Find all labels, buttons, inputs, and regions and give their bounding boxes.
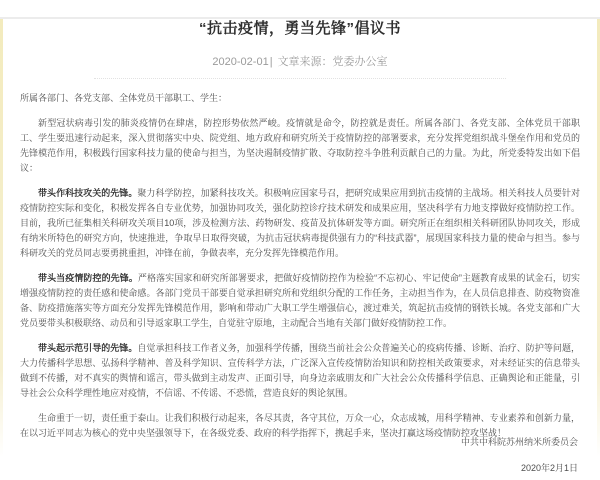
paragraph-initiative-guidance (20, 341, 580, 401)
article-body (20, 91, 580, 441)
signature-organization: 中共中科院苏州纳米所委员会 (460, 437, 578, 447)
top-border (0, 17, 600, 19)
paragraph-text: 自觉承担科技工作者义务，加强科学传播，围绕当前社会公众普遍关心的疫病传播、诊断、治疗、防护等问题，大力传播科学思想、弘扬科学精神、普及科学知识、宣传科学方法，广泛深入宣传疫情防治知识和防控相关政策要求，对未经证实的信息带头做到不传播，对不真实的舆情和谣言，带头做到主动发声、正面引导，向身边亲戚朋友和广大社会公众传播科学信息、正确舆论和正能量，引导社会公众科学理性地应对疫情，不信谣、不传谣、不恐慌，营造良好的舆论氛围。 (20, 343, 580, 398)
paragraph-lead: 带头作科技攻关的先锋。 (38, 188, 138, 198)
paragraph-text: 严格落实国家和研究所部署要求，把做好疫情防控作为检验“不忘初心、牢记使命”主题教育成果的试金石，切实增强疫情防控的责任感和使命感。各部门党员干部要自觉承担研究所和党组织分配的工作任务，主动担当作为，在人员信息排查、防疫物资准备、防疫措施落实等方面充分发挥先锋模范作用，影响和带动广大职工学生增强信心，渡过难关，筑起抗击疫情的钢铁长城。各党支部和广大党员要带头积极联络、动员和引导返家职工学生，自觉驻守原地，主动配合当地有关部门做好疫情防控工作。 (20, 273, 580, 328)
signature-block (461, 435, 578, 474)
publish-date: 2020-02-01 (212, 56, 269, 68)
meta-divider: | (269, 56, 273, 68)
page-title: “抗击疫情，勇当先锋”倡议书 (198, 20, 401, 37)
paragraph-text: 聚力科学防控，加紧科技攻关。积极响应国家号召，把研究成果应用到抗击疫情的主战场。相关科技人员要针对疫情防控实际和变化，积极发挥各自专业优势，加强协同攻关，强化防控诊疗技术研发和成果应用，坚决科学有力地支撑做好疫情防控工作。目前，我所已征集相关科研攻关项目10项，涉及检测方法、药物研发、疫苗及抗体研发等方面。研究所正在组织相关科研团队协同攻关，形成有纳米所特色的研究方向，快速推进，争取早日取得突破，为抗击冠状病毒提供强有力的“科技武器”，展现国家科技力量的使命与担当。参与科研攻关的党员同志要勇挑重担，冲锋在前，争做表率，充分发挥先锋模范作用。 (20, 188, 580, 258)
article-meta (0, 53, 600, 69)
paragraph-lead: 带头起示范引导的先锋。 (38, 343, 138, 353)
left-edge-strip (0, 19, 3, 457)
paragraph-initiative-prevention (20, 271, 580, 331)
document-page (0, 17, 600, 473)
paragraph-text: 新型冠状病毒引发的肺炎疫情仍在肆虐，防控形势依然严峻。疫情就是命令，防控就是责任。所属各部门、各党支部、全体党员干部职工、学生要迅速行动起来，深入贯彻落实中央、院党组、地方政府和研究所关于疫情防控的部署要求，充分发挥党组织战斗堡垒作用和党员的先锋模范作用，积极践行国家科技力量的使命与担当，为坚决遏制疫情扩散、夺取防控斗争胜利贡献自己的力量。为此，所党委特发出如下倡议： (20, 118, 580, 173)
salutation: 所属各部门、各党支部、全体党员干部职工、学生： (20, 93, 228, 103)
paragraph-text: 生命重于一切，责任重于泰山。让我们积极行动起来，各尽其责，各守其位，万众一心，众志成城，用科学精神、专业素养和创新力量，在以习近平同志为核心的党中央坚强领导下，在各级党委、政府的科学指挥下，携起手来，坚决打赢这场疫情防控攻坚战！ (20, 413, 580, 438)
paragraph-lead: 带头当疫情防控的先锋。 (38, 273, 138, 283)
separator-line (94, 78, 506, 79)
paragraph-intro (20, 116, 580, 176)
paragraph-initiative-research (20, 186, 580, 261)
article-source: 文章来源：党委办公室 (277, 56, 388, 68)
signature-date: 2020年2月1日 (520, 463, 578, 473)
